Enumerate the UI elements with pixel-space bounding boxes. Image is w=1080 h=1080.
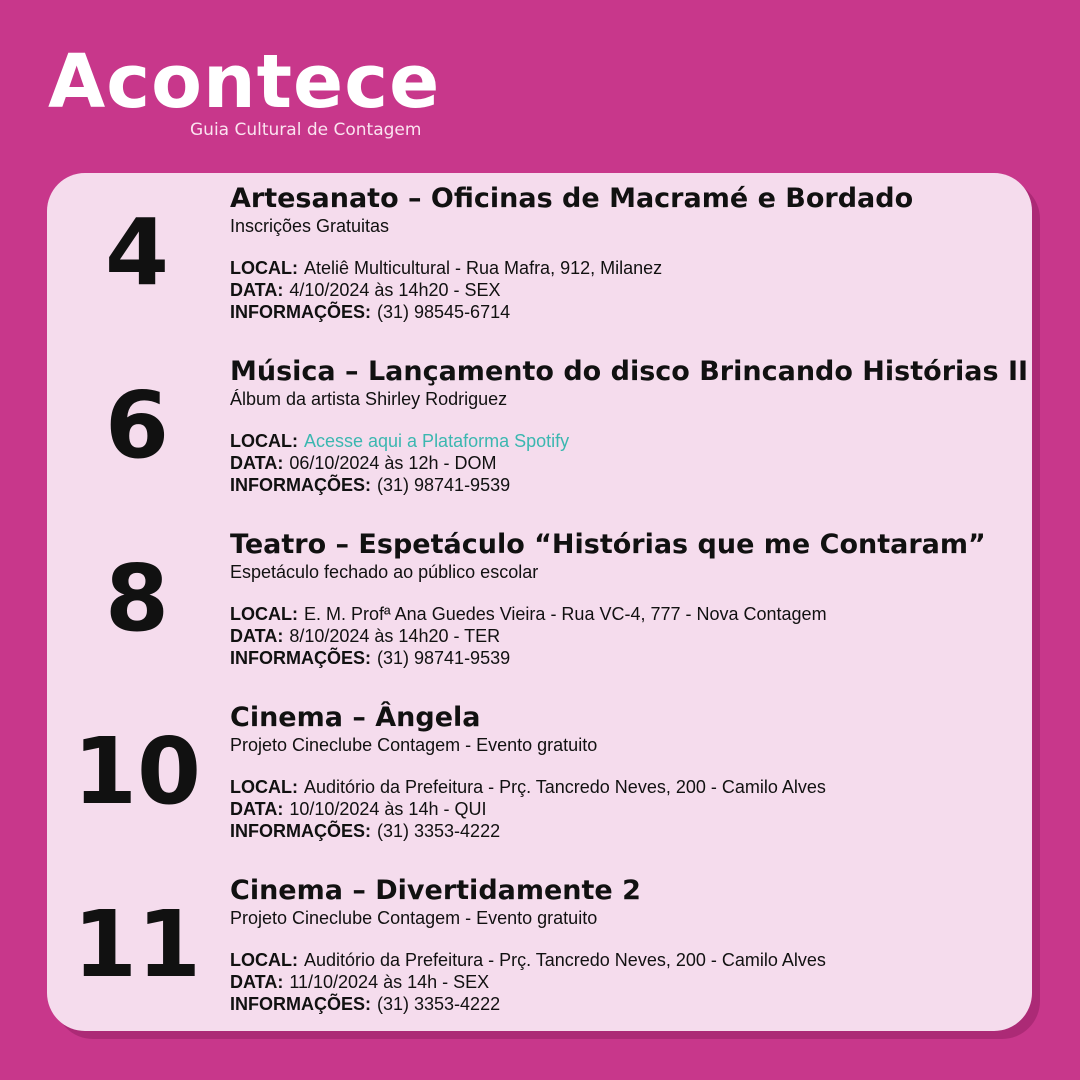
brand-title: Acontece (48, 39, 441, 125)
event-info-line (230, 820, 1012, 842)
event-title: Cinema – Divertidamente 2 (230, 875, 641, 906)
event-local: Auditório da Prefeitura - Prç. Tancredo Neves, 200 - Camilo Alves (303, 950, 826, 970)
info-label: INFORMAÇÕES: (230, 475, 371, 495)
local-label: LOCAL: (230, 777, 298, 797)
date-label: DATA: (230, 972, 284, 992)
event-item (47, 519, 1032, 689)
event-info (230, 875, 1012, 1015)
event-date: 8/10/2024 às 14h20 - TER (289, 626, 501, 646)
event-date: 06/10/2024 às 12h - DOM (289, 453, 497, 473)
event-date-line (230, 798, 1012, 820)
event-item (47, 865, 1032, 1035)
date-label: DATA: (230, 453, 284, 473)
event-info-line (230, 301, 1012, 323)
event-phone: (31) 3353-4222 (377, 994, 501, 1014)
event-phone: (31) 98741-9539 (377, 475, 511, 495)
event-local-line (230, 257, 1012, 279)
event-info (230, 356, 1029, 496)
info-label: INFORMAÇÕES: (230, 302, 371, 322)
event-phone: (31) 98741-9539 (377, 648, 511, 668)
event-day: 10 (72, 718, 202, 825)
event-local-line (230, 949, 1012, 971)
date-label: DATA: (230, 626, 284, 646)
brand-subtitle: Guia Cultural de Contagem (190, 120, 422, 140)
event-local-line (230, 430, 1012, 452)
event-info-line (230, 993, 1012, 1015)
event-date-line (230, 452, 1012, 474)
event-local: E. M. Profª Ana Guedes Vieira - Rua VC-4, 777 - Nova Contagem (303, 604, 827, 624)
local-label: LOCAL: (230, 604, 298, 624)
event-local: Ateliê Multicultural - Rua Mafra, 912, Milanez (303, 258, 663, 278)
local-label: LOCAL: (230, 258, 298, 278)
spotify-link[interactable]: Acesse aqui a Plataforma Spotify (303, 431, 570, 451)
local-label: LOCAL: (230, 431, 298, 451)
event-day: 8 (104, 545, 169, 652)
event-date-line (230, 279, 1012, 301)
event-date: 11/10/2024 às 14h - SEX (289, 972, 490, 992)
event-day: 4 (104, 199, 169, 306)
event-title: Teatro – Espetáculo “Histórias que me Contaram” (230, 529, 986, 560)
local-label: LOCAL: (230, 950, 298, 970)
event-subtitle: Projeto Cineclube Contagem - Evento gratuito (230, 735, 598, 755)
event-day: 6 (104, 372, 169, 479)
event-date: 10/10/2024 às 14h - QUI (289, 799, 487, 819)
events-card (47, 173, 1032, 1031)
event-phone: (31) 3353-4222 (377, 821, 501, 841)
info-label: INFORMAÇÕES: (230, 821, 371, 841)
event-info (230, 183, 1012, 323)
event-item (47, 692, 1032, 862)
event-item (47, 173, 1032, 343)
event-subtitle: Álbum da artista Shirley Rodriguez (230, 389, 508, 409)
event-local-line (230, 776, 1012, 798)
event-date: 4/10/2024 às 14h20 - SEX (289, 280, 501, 300)
date-label: DATA: (230, 799, 284, 819)
event-date-line (230, 625, 1012, 647)
event-title: Música – Lançamento do disco Brincando Histórias II (230, 356, 1029, 387)
event-phone: (31) 98545-6714 (377, 302, 511, 322)
event-date-line (230, 971, 1012, 993)
event-subtitle: Espetáculo fechado ao público escolar (230, 562, 539, 582)
event-subtitle: Inscrições Gratuitas (230, 216, 390, 236)
event-item (47, 346, 1032, 516)
event-info (230, 529, 1012, 669)
event-info-line (230, 647, 1012, 669)
event-subtitle: Projeto Cineclube Contagem - Evento gratuito (230, 908, 598, 928)
date-label: DATA: (230, 280, 284, 300)
event-title: Artesanato – Oficinas de Macramé e Bordado (230, 183, 914, 214)
event-day: 11 (72, 891, 202, 998)
brand-header (48, 39, 441, 140)
event-local: Auditório da Prefeitura - Prç. Tancredo Neves, 200 - Camilo Alves (303, 777, 826, 797)
event-info-line (230, 474, 1012, 496)
event-info (230, 702, 1012, 842)
info-label: INFORMAÇÕES: (230, 994, 371, 1014)
event-title: Cinema – Ângela (230, 702, 481, 733)
info-label: INFORMAÇÕES: (230, 648, 371, 668)
event-local-line (230, 603, 1012, 625)
